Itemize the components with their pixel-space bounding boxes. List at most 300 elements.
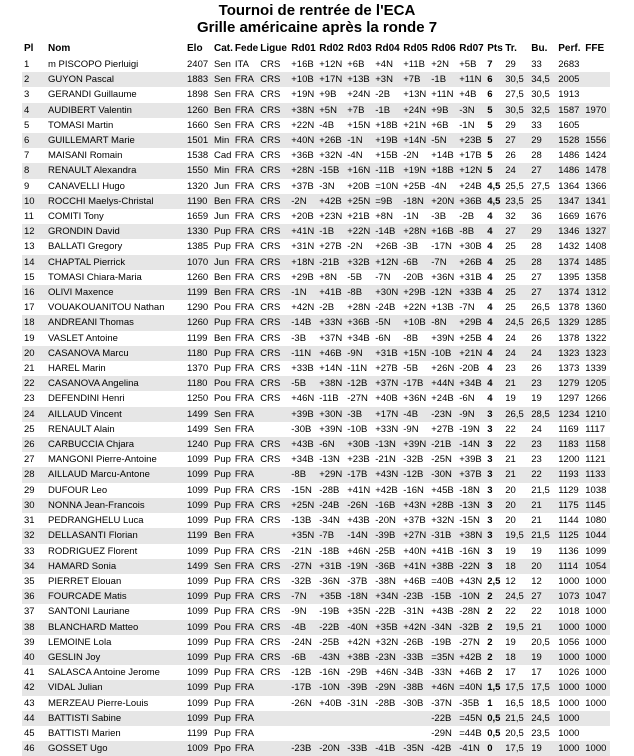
table-cell: BATTISTI Marien — [48, 727, 121, 739]
table-cell: BLANCHARD Matteo — [46, 620, 185, 635]
table-cell: Pup — [214, 727, 231, 739]
table-cell: 1424 — [585, 150, 607, 162]
table-cell: +21N — [457, 346, 485, 361]
table-cell: -1B — [317, 224, 345, 239]
table-cell: m PISCOPO Pierluigi — [48, 59, 139, 70]
table-cell: 3 — [485, 559, 503, 574]
table-cell: 29 — [529, 133, 556, 148]
table-cell: +4N — [375, 59, 393, 70]
table-cell: 1320 — [187, 180, 209, 192]
table-cell: 12 — [505, 575, 516, 587]
table-cell: 38 — [22, 620, 46, 635]
table-cell: 1210 — [583, 407, 610, 422]
table-cell: Ben — [214, 332, 231, 344]
table-cell: CHAPTAL Pierrick — [46, 255, 185, 270]
table-cell: FRA — [233, 407, 258, 422]
table-cell: +33B — [291, 363, 314, 375]
table-cell: GOSSET Ugo — [46, 741, 185, 756]
table-cell: 19 — [529, 741, 556, 756]
table-cell: 1669 — [558, 211, 580, 223]
table-cell: 1099 — [185, 711, 212, 726]
table-cell: -17B — [401, 376, 429, 391]
table-cell: Pou — [212, 376, 233, 391]
table-cell: -12B — [401, 467, 429, 482]
table-cell: 27 — [529, 285, 556, 300]
table-cell: +43N — [401, 498, 429, 513]
table-cell: 21,5 — [503, 711, 529, 726]
table-row — [22, 224, 610, 239]
table-cell: 23 — [505, 363, 516, 375]
table-cell: +37N — [373, 376, 401, 391]
table-cell: FRA — [233, 285, 258, 300]
table-cell: +18N — [289, 255, 317, 270]
table-cell: 1378 — [558, 332, 580, 344]
table-cell: 0 — [485, 741, 503, 756]
table-cell: -36N — [319, 575, 340, 587]
table-cell: 1000 — [585, 697, 607, 709]
table-cell: FRA — [233, 437, 258, 452]
table-cell: 2 — [22, 72, 46, 87]
table-cell: CRS — [260, 545, 281, 557]
table-row — [22, 331, 610, 346]
table-cell: -18B — [319, 545, 340, 557]
table-cell: -14N — [457, 437, 485, 452]
table-cell: SALASCA Antoine Jerome — [48, 667, 160, 679]
table-cell: 1260 — [185, 103, 212, 118]
table-cell: COMITI Tony — [48, 211, 104, 223]
table-cell: 3 — [485, 528, 503, 543]
table-cell: 1114 — [556, 559, 583, 574]
table-cell: 1038 — [585, 484, 607, 496]
table-cell: CRS — [258, 589, 289, 604]
table-cell: +41N — [347, 484, 371, 496]
table-cell: 28 — [529, 255, 556, 270]
table-row — [22, 270, 610, 285]
table-cell: Pup — [214, 484, 231, 496]
table-cell: +20N — [429, 194, 457, 209]
table-cell: 21 — [503, 376, 529, 391]
table-cell: 1970 — [583, 103, 610, 118]
table-cell: TOMASI Martin — [48, 119, 114, 131]
table-cell: 5 — [485, 163, 503, 178]
table-cell: 24 — [22, 407, 46, 422]
table-cell: 2 — [485, 620, 503, 635]
table-cell: +14B — [431, 150, 454, 162]
table-cell: 1528 — [556, 133, 583, 148]
column-header: Tr. — [505, 43, 517, 55]
table-cell: CRS — [260, 271, 281, 283]
table-cell: 45 — [24, 727, 35, 739]
table-row — [22, 513, 610, 528]
table-cell: -8B — [289, 467, 317, 482]
table-cell: +10B — [289, 72, 317, 87]
table-cell: -5B — [347, 271, 363, 283]
table-cell: +13B — [345, 72, 373, 87]
table-cell: 1099 — [187, 606, 209, 618]
table-cell: +46N — [429, 680, 457, 695]
table-cell: 3 — [485, 498, 503, 513]
table-cell: FRA — [233, 376, 258, 391]
table-cell: 1073 — [556, 589, 583, 604]
table-row — [22, 680, 610, 695]
table-cell: 1026 — [558, 667, 580, 679]
table-cell: +46N — [347, 545, 371, 557]
table-cell: 2 — [485, 589, 503, 604]
table-cell: 1080 — [585, 515, 607, 527]
table-cell: CRS — [260, 454, 281, 466]
table-cell: 17 — [24, 302, 35, 314]
table-cell: 4 — [485, 224, 503, 239]
standings-table — [22, 41, 610, 756]
table-cell: -23N — [429, 407, 457, 422]
table-cell: +46B — [459, 667, 482, 679]
table-cell: Pou — [214, 393, 231, 405]
table-cell: 2 — [485, 650, 503, 665]
table-cell: +38N — [457, 528, 485, 543]
table-cell: +30B — [459, 241, 482, 253]
table-cell: CRS — [260, 484, 281, 496]
table-cell: -41N — [457, 741, 485, 756]
table-cell: 7 — [487, 59, 493, 70]
table-cell: +14N — [319, 363, 343, 375]
table-cell: Ben — [212, 103, 233, 118]
table-cell: 20 — [505, 515, 516, 527]
table-cell: 1099 — [185, 680, 212, 695]
table-cell: Pup — [212, 680, 233, 695]
table-cell: 1200 — [558, 454, 580, 466]
table-cell: FRA — [233, 559, 258, 574]
table-cell: 20,5 — [531, 636, 550, 648]
table-row — [22, 118, 610, 133]
column-header: Elo — [187, 43, 203, 55]
table-cell: -20B — [403, 271, 424, 283]
column-header: Rd07 — [459, 43, 484, 55]
table-cell: 40 — [22, 650, 46, 665]
table-cell: +46B — [403, 575, 426, 587]
table-cell: 3 — [487, 484, 493, 496]
table-cell: +12N — [319, 59, 343, 70]
table-row — [22, 148, 610, 163]
table-cell: +39B — [459, 454, 482, 466]
table-cell: 1180 — [185, 376, 212, 391]
table-cell: -28N — [459, 606, 480, 618]
table-cell: 1199 — [187, 332, 208, 344]
table-cell: 10 — [22, 194, 46, 209]
column-header: FFE — [585, 43, 605, 55]
table-cell: 26,5 — [503, 407, 529, 422]
table-cell: 28 — [531, 241, 542, 253]
table-cell: CRS — [260, 363, 281, 375]
table-cell: 26,5 — [529, 315, 556, 330]
table-cell: CRS — [260, 150, 281, 162]
table-cell: -4N — [347, 150, 363, 162]
table-cell: -32B — [291, 575, 312, 587]
table-cell: +25B — [403, 180, 426, 192]
table-cell: +28N — [401, 224, 429, 239]
table-cell: +42B — [317, 194, 345, 209]
table-cell: 1000 — [556, 741, 583, 756]
column-header: Ligue — [260, 43, 287, 55]
table-cell: -3B — [291, 332, 307, 344]
table-cell: Pup — [214, 363, 231, 375]
table-cell: =35N — [429, 650, 457, 665]
table-cell: =40B — [431, 575, 454, 587]
table-cell — [289, 711, 317, 726]
table-cell: +7B — [401, 72, 429, 87]
table-cell: +29B — [457, 315, 485, 330]
table-cell: -13N — [373, 437, 401, 452]
table-row — [22, 422, 610, 437]
table-cell: PEDRANGHELU Luca — [48, 515, 144, 527]
table-cell: Sen — [214, 59, 231, 70]
table-cell: 1250 — [187, 393, 209, 405]
table-cell: CRS — [258, 620, 289, 635]
table-cell — [258, 407, 289, 422]
table-cell: -19N — [345, 559, 373, 574]
table-cell: 1374 — [556, 255, 583, 270]
table-cell: -2N — [289, 194, 317, 209]
table-cell: -24N — [291, 636, 312, 648]
table-cell: +40N — [289, 133, 317, 148]
table-cell: -27N — [459, 636, 480, 648]
table-cell: +26B — [317, 133, 345, 148]
table-cell: -32B — [457, 620, 485, 635]
table-cell: 23,5 — [503, 194, 529, 209]
table-cell: +2N — [431, 59, 449, 70]
table-cell: 1323 — [583, 346, 610, 361]
page-subtitle: Grille américaine après la ronde 7 — [196, 19, 438, 36]
table-cell: +42B — [375, 484, 398, 496]
table-cell: CRS — [258, 103, 289, 118]
table-cell: +32N — [375, 636, 399, 648]
table-row — [22, 300, 610, 315]
table-cell — [258, 422, 289, 437]
table-cell: -35N — [401, 741, 429, 756]
table-cell: +39N — [431, 332, 455, 344]
table-cell: -1N — [459, 119, 475, 131]
table-cell: 19,5 — [503, 620, 529, 635]
table-cell: +38N — [317, 376, 345, 391]
table-cell: HAMARD Sonia — [46, 559, 185, 574]
table-cell: 1099 — [187, 667, 209, 679]
table-cell: 3 — [24, 89, 30, 101]
table-cell: 1044 — [583, 528, 610, 543]
table-cell: CRS — [260, 393, 281, 405]
table-cell: 1099 — [187, 545, 209, 557]
table-cell: 27 — [503, 224, 529, 239]
table-cell: Pup — [214, 454, 231, 466]
table-cell: 4 — [487, 211, 493, 223]
column-header: Pts — [487, 43, 503, 55]
table-cell: FRA — [234, 241, 254, 253]
table-cell: -10N — [317, 680, 345, 695]
table-cell: +34B — [457, 376, 485, 391]
table-cell: 24 — [529, 346, 556, 361]
table-cell: +6B — [347, 59, 365, 70]
table-cell: +11N — [457, 72, 485, 87]
table-cell: 1169 — [558, 423, 579, 435]
table-cell: FOURCADE Matis — [46, 589, 185, 604]
table-cell: -34B — [403, 667, 424, 679]
table-cell: +5N — [317, 103, 345, 118]
table-cell: Ppo — [212, 741, 233, 756]
table-cell: CRS — [258, 163, 289, 178]
table-cell: -20N — [375, 515, 396, 527]
table-row — [22, 635, 610, 650]
table-cell: -29B — [347, 667, 368, 679]
table-row — [22, 315, 610, 330]
table-cell: 17,5 — [503, 680, 529, 695]
table-cell — [258, 696, 289, 711]
table-cell: +33B — [457, 285, 485, 300]
table-cell: -18N — [345, 589, 373, 604]
table-cell: 1913 — [558, 89, 580, 101]
table-cell: 1205 — [583, 376, 610, 391]
table-cell: Pou — [214, 302, 231, 314]
table-cell: 30,5 — [503, 103, 529, 118]
table-cell: -29N — [373, 680, 401, 695]
table-cell: 19 — [529, 650, 556, 665]
table-cell: Pup — [212, 650, 233, 665]
table-cell: 4 — [487, 241, 493, 253]
table-cell: 27 — [529, 589, 556, 604]
table-cell — [583, 118, 610, 133]
table-cell: -19B — [431, 636, 452, 648]
table-cell: -32B — [403, 454, 424, 466]
table-cell: 1000 — [556, 620, 583, 635]
table-cell — [583, 57, 610, 72]
table-cell: CRS — [260, 59, 281, 70]
table-cell — [583, 87, 610, 102]
table-cell: Pou — [212, 620, 233, 635]
table-cell: -1N — [345, 133, 373, 148]
column-header: Fede — [234, 43, 259, 55]
table-cell: 1347 — [556, 194, 583, 209]
table-cell: 24,5 — [503, 315, 529, 330]
table-cell: 24,5 — [503, 589, 529, 604]
table-row — [22, 72, 610, 87]
table-cell: -15N — [291, 484, 312, 496]
table-cell: +20B — [291, 211, 314, 223]
table-cell: FRA — [234, 271, 254, 283]
table-cell: FRA — [233, 589, 258, 604]
table-cell: +17N — [373, 407, 401, 422]
table-cell: CRS — [258, 315, 289, 330]
table-cell: -6N — [459, 393, 475, 405]
table-cell: 2 — [487, 606, 493, 618]
table-cell: 1000 — [583, 741, 610, 756]
column-header: Rd06 — [431, 43, 456, 55]
table-cell: GUILLEMART Marie — [46, 133, 185, 148]
table-cell: 35 — [24, 575, 35, 587]
table-cell: 20 — [22, 346, 46, 361]
table-cell: +19B — [373, 133, 401, 148]
table-cell: 1290 — [187, 302, 209, 314]
table-cell: -3N — [319, 180, 335, 192]
table-cell: RENAULT Alexandra — [46, 163, 185, 178]
table-cell: Sen — [214, 119, 231, 131]
table-cell: +30B — [345, 437, 373, 452]
table-cell: FRA — [233, 103, 258, 118]
table-cell: Jun — [214, 180, 230, 192]
table-cell: 1190 — [185, 194, 212, 209]
table-cell: -24B — [375, 302, 396, 314]
table-cell: 24 — [531, 423, 542, 435]
table-cell: +16B — [429, 224, 457, 239]
table-cell: 13 — [24, 241, 35, 253]
table-cell: +24B — [431, 393, 454, 405]
table-cell: -8B — [403, 332, 419, 344]
table-cell: +42N — [401, 620, 429, 635]
table-cell: 1,5 — [485, 680, 503, 695]
table-cell: 1099 — [187, 575, 209, 587]
table-row — [22, 163, 610, 178]
table-cell: 1099 — [187, 636, 209, 648]
table-row — [22, 437, 610, 452]
table-cell: +28N — [289, 163, 317, 178]
table-cell: -14B — [373, 224, 401, 239]
table-cell: +46N — [291, 393, 315, 405]
table-cell: FRA — [233, 224, 258, 239]
table-cell: -7N — [289, 589, 317, 604]
table-cell: 44 — [22, 711, 46, 726]
table-cell: 1125 — [556, 528, 583, 543]
table-cell: -22B — [375, 606, 396, 618]
table-cell: =45N — [457, 711, 485, 726]
table-cell: 1136 — [558, 545, 579, 557]
table-cell: -5N — [373, 315, 401, 330]
table-cell: 2407 — [187, 59, 209, 70]
table-cell: +26B — [375, 241, 398, 253]
table-cell: 1587 — [556, 103, 583, 118]
table-cell: 1183 — [556, 437, 583, 452]
table-cell: FRA — [234, 302, 254, 314]
table-cell: =9B — [373, 194, 401, 209]
table-cell: 29 — [505, 119, 516, 131]
table-cell: -31N — [403, 606, 424, 618]
table-cell: 1099 — [187, 515, 209, 527]
table-cell — [583, 72, 610, 87]
table-row — [22, 376, 610, 391]
table-cell: +16N — [345, 163, 373, 178]
table-cell: 1099 — [187, 454, 209, 466]
table-cell: CRS — [260, 606, 281, 618]
table-cell: 19 — [505, 636, 516, 648]
table-cell: OLIVI Maxence — [46, 285, 185, 300]
table-cell: CRS — [260, 636, 281, 648]
table-cell: +16B — [291, 59, 314, 70]
table-cell: +35B — [317, 589, 345, 604]
table-cell: 29 — [24, 484, 35, 496]
table-cell: +12N — [457, 163, 485, 178]
table-row — [22, 346, 610, 361]
table-cell: 22 — [531, 606, 542, 618]
table-cell: 25 — [503, 285, 529, 300]
table-cell: +36B — [291, 150, 314, 162]
table-cell: +39N — [319, 423, 343, 435]
table-cell: VIDAL Julian — [46, 680, 185, 695]
table-row — [22, 209, 610, 224]
table-cell: 1099 — [185, 467, 212, 482]
table-cell: +5B — [459, 59, 477, 70]
table-cell: CRS — [258, 346, 289, 361]
table-cell: FRA — [234, 697, 254, 709]
table-cell: -23N — [373, 650, 401, 665]
table-cell: 1605 — [558, 119, 580, 131]
table-row — [22, 255, 610, 270]
table-cell: +12N — [373, 255, 401, 270]
table-cell: 23 — [529, 437, 556, 452]
